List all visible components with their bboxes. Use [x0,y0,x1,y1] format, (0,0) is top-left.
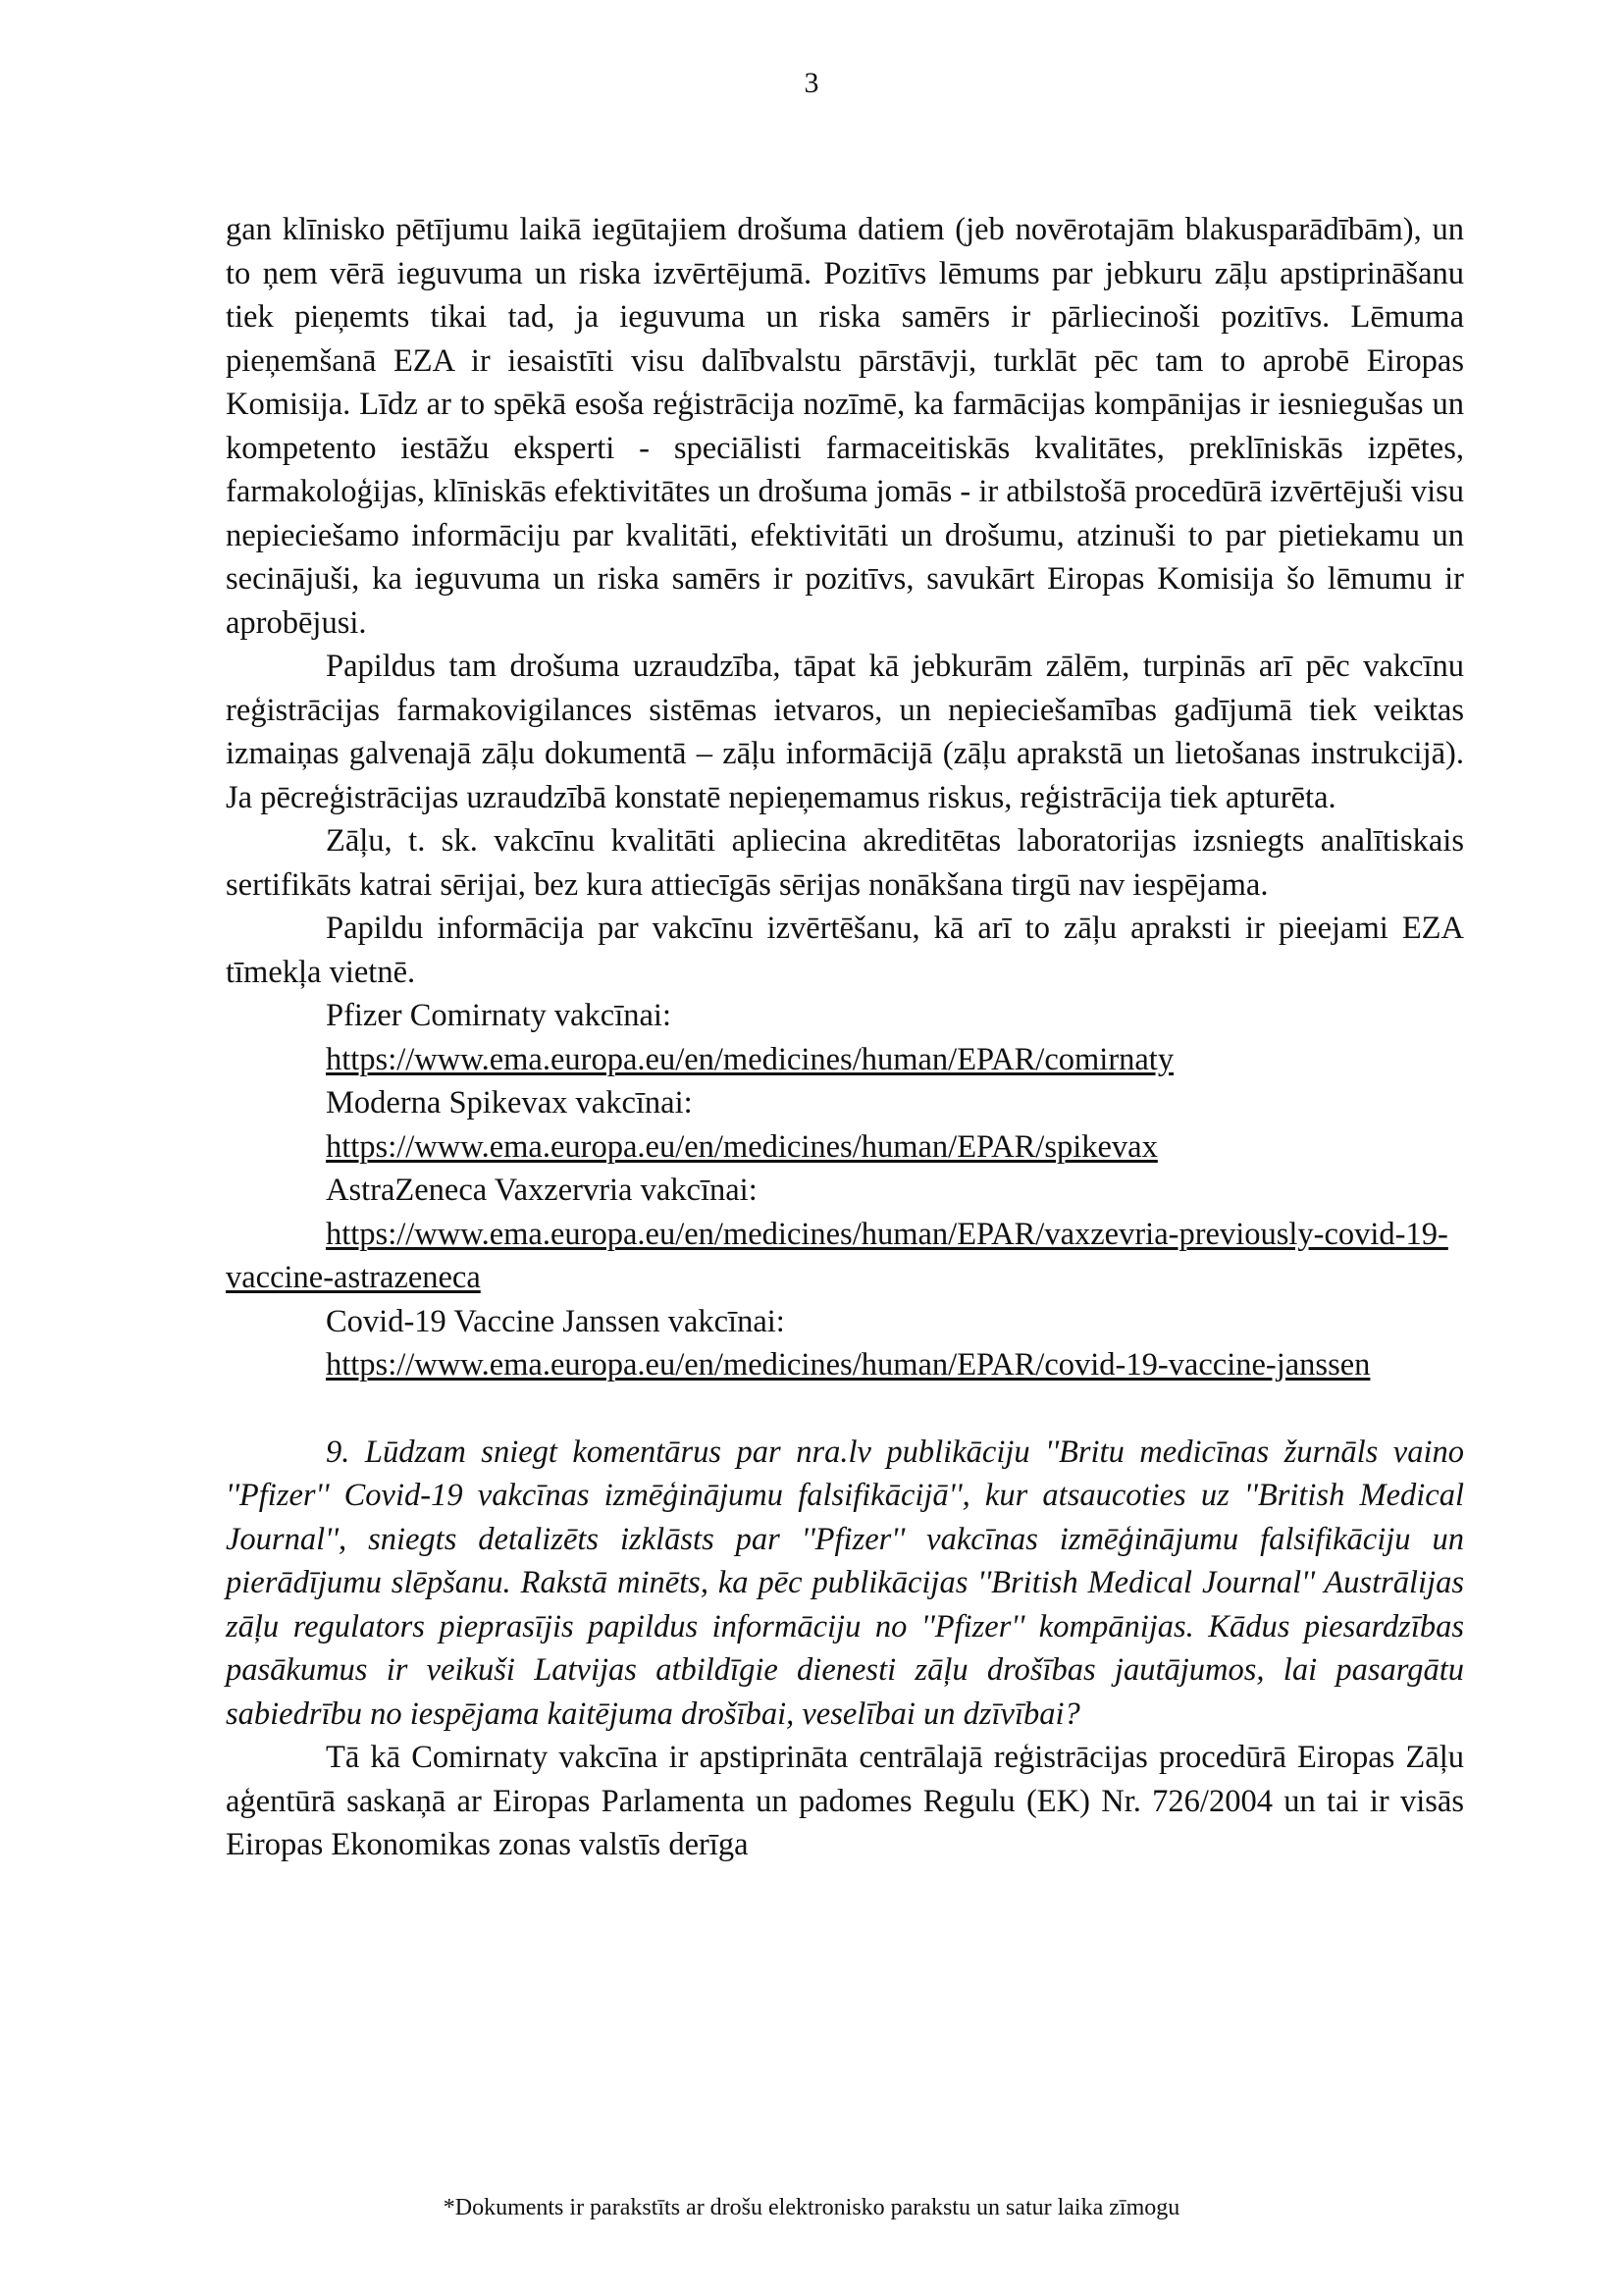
question-9: 9. Lūdzam sniegt komentārus par nra.lv publikāciju ''Britu medicīnas žurnāls vaino ''Pfizer'' Covid-19 vakcīnas izmēģinājumu falsifikācijā'', kur atsaucoties uz ''British Medical Journal'', sniegts detalizēts izklāsts par ''Pfizer'' vakcīnas izmēģinājumu falsifikāciju un pierādījumu slēpšanu. Rakstā minēts, ka pēc publikācijas ''British Medical Journal'' Austrālijas zāļu regulators pieprasījis papildus informāciju no ''Pfizer'' kompānijas. Kādus piesardzības pasākumus ir veikuši Latvijas atbildīgie dienesti zāļu drošības jautājumos, lai pasargātu sabiedrību no iespējama kaitējuma drošībai, veselībai un dzīvībai? [226,1434,1464,1732]
vaccine-label-astrazeneca: AstraZeneca Vaxzervria vakcīnai: [326,1173,758,1208]
link-pfizer-comirnaty[interactable]: https://www.ema.europa.eu/en/medicines/human/EPAR/comirnaty [326,1041,1175,1077]
document-body [226,208,1464,1867]
paragraph: Tā kā Comirnaty vakcīna ir apstiprināta centrālajā reģistrācijas procedūrā Eiropas Zāļu aģentūrā saskaņā ar Eiropas Parlamenta un padomes Regulu (EK) Nr. 726/2004 un tai ir visās Eiropas Ekonomikas zonas valstīs derīga [226,1740,1464,1862]
link-line [226,1213,1464,1300]
paragraph: Zāļu, t. sk. vakcīnu kvalitāti apliecina akreditētas laboratorijas izsniegts analītiskais sertifikāts katrai sērijai, bez kura attiecīgās sērijas nonākšana tirgū nav iespējama. [226,823,1464,903]
vaccine-label-moderna: Moderna Spikevax vakcīnai: [326,1085,693,1121]
signature-footer: *Dokuments ir parakstīts ar drošu elektronisko parakstu un satur laika zīmogu [443,2195,1180,2220]
page-number: 3 [804,67,819,99]
link-janssen[interactable]: https://www.ema.europa.eu/en/medicines/human/EPAR/covid-19-vaccine-janssen [326,1347,1371,1383]
paragraph: Papildus tam drošuma uzraudzība, tāpat kā jebkurām zālēm, turpinās arī pēc vakcīnu reģistrācijas farmakovigilances sistēmas ietvaros, un nepieciešamības gadījumā tiek veiktas izmaiņas galvenajā zāļu dokumentā – zāļu informācijā (zāļu aprakstā un lietošanas instrukcijā). Ja pēcreģistrācijas uzraudzībā konstatē nepieņemamus riskus, reģistrācija tiek apturēta. [226,649,1464,815]
link-moderna-spikevax[interactable]: https://www.ema.europa.eu/en/medicines/human/EPAR/spikevax [326,1128,1158,1165]
link-line [226,1038,1464,1082]
link-line [226,1125,1464,1170]
paragraph: Papildu informācija par vakcīnu izvērtēšanu, kā arī to zāļu apraksti ir pieejami EZA tīmekļa vietnē. [226,911,1464,990]
link-astrazeneca-vaxzevria[interactable]: https://www.ema.europa.eu/en/medicines/human/EPAR/vaxzevria-previously-covid-19-vaccine-astrazeneca [226,1216,1448,1295]
link-line [226,1343,1464,1387]
vaccine-label-janssen: Covid-19 Vaccine Janssen vakcīnai: [326,1303,785,1339]
vaccine-label-pfizer: Pfizer Comirnaty vakcīnai: [326,998,671,1033]
paragraph: gan klīnisko pētījumu laikā iegūtajiem drošuma datiem (jeb novērotajām blakusparādībām), un to ņem vērā ieguvuma un riska izvērtējumā. Pozitīvs lēmums par jebkuru zāļu apstiprināšanu tiek pieņemts tikai tad, ja ieguvuma un riska samērs ir pārliecinoši pozitīvs. Lēmuma pieņemšanā EZA ir iesaistīti visu dalībvalstu pārstāvji, turklāt pēc tam to aprobē Eiropas Komisija. Līdz ar to spēkā esoša reģistrācija nozīmē, ka farmācijas kompānijas ir iesniegušas un kompetento iestāžu eksperti - speciālisti farmaceitiskās kvalitātes, preklīniskās izpētes, farmakoloģijas, klīniskās efektivitātes un drošuma jomās - ir atbilstošā procedūrā izvērtējuši visu nepieciešamo informāciju par kvalitāti, efektivitāti un drošumu, atzinuši to par pietiekamu un secinājuši, ka ieguvuma un riska samērs ir pozitīvs, savukārt Eiropas Komisija šo lēmumu ir aprobējusi. [226,212,1464,641]
